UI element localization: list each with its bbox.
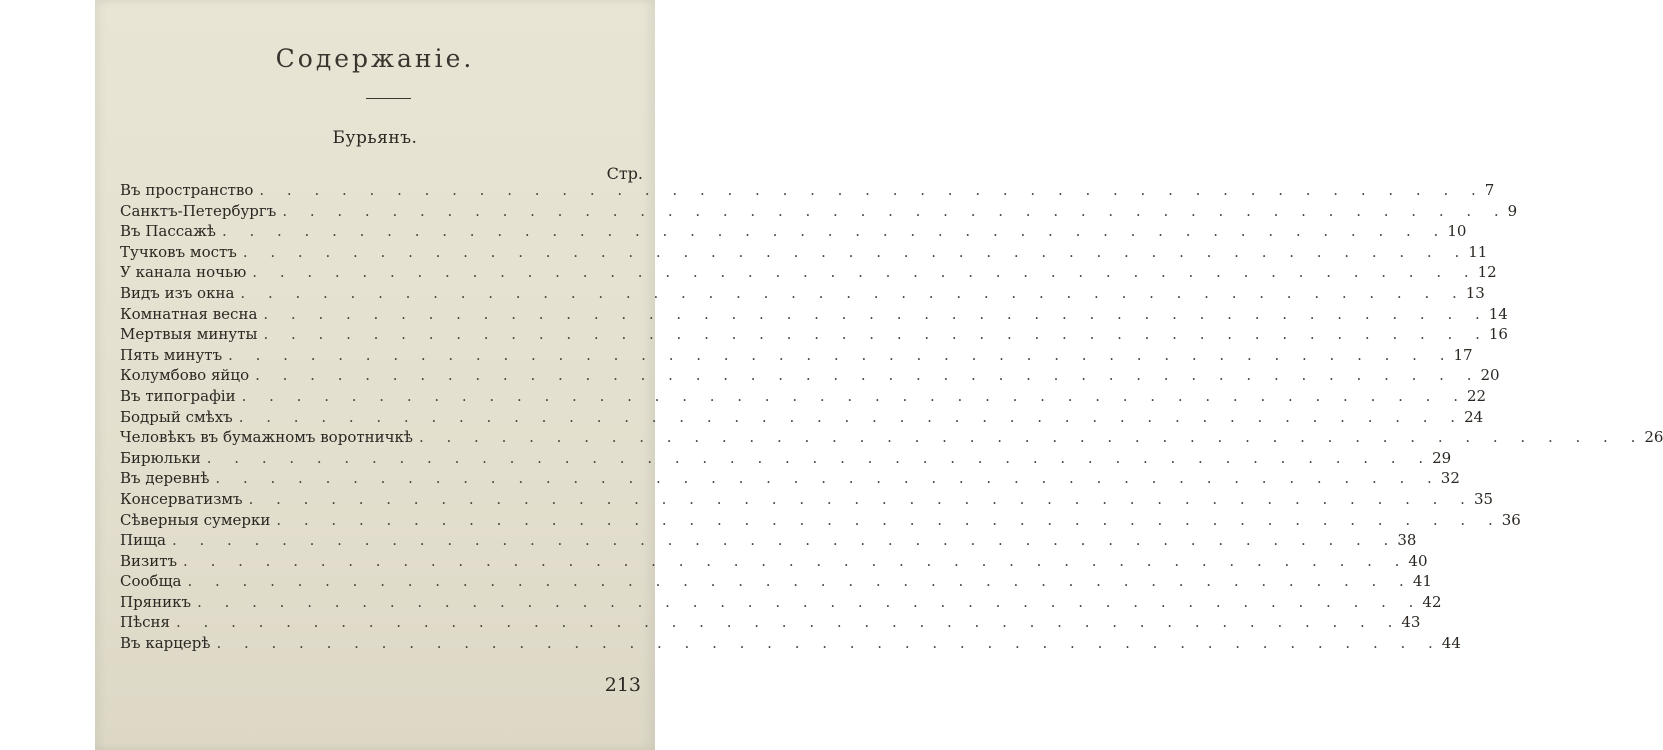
toc-entry-page: 20 bbox=[1480, 366, 1500, 385]
section-title: Бурьянъ. bbox=[332, 128, 418, 148]
toc-entry bbox=[120, 612, 1421, 633]
toc-entry-title: Пять минутъ bbox=[120, 345, 223, 364]
toc-entry bbox=[120, 530, 1417, 551]
toc-entry-title: Въ Пассажѣ bbox=[120, 222, 216, 241]
leader-dots: . . . . . . . . . . . . . . . . . . . . . . . . . . . . . . . . . . . . . . . . . . . . . bbox=[238, 407, 1465, 426]
toc-entry-title: У канала ночью bbox=[120, 263, 247, 282]
book-page bbox=[95, 0, 1663, 750]
toc-entry-title: Видъ изъ окна bbox=[120, 283, 235, 302]
toc-entry-title: Пряникъ bbox=[120, 592, 192, 611]
toc-entry-page: 29 bbox=[1432, 448, 1452, 467]
toc-entry-title: Колумбово яйцо bbox=[120, 366, 250, 385]
toc-entry-page: 32 bbox=[1440, 469, 1460, 488]
toc-entry-title: Бодрый смѣхъ bbox=[120, 407, 233, 426]
leader-dots: . . . . . . . . . . . . . . . . . . . . . . . . . . . . . . . . . . . . . . . . . . . . . bbox=[216, 634, 1442, 653]
toc-entry bbox=[120, 180, 1495, 201]
toc-entry bbox=[120, 468, 1460, 489]
leader-dots: . . . . . . . . . . . . . . . . . . . . . . . . . . . . . . . . . . . . . . . . . . . . . bbox=[176, 613, 1402, 632]
toc-entry-page: 9 bbox=[1507, 201, 1518, 220]
toc-entry bbox=[120, 283, 1485, 304]
leader-dots: . . . . . . . . . . . . . . . . . . . . . . . . . . . . . . . . . . . . . . . . . . . . . bbox=[242, 242, 1469, 261]
leader-dots: . . . . . . . . . . . . . . . . . . . . . . . . . . . . . . . . . . . . . . . . . . . . . bbox=[221, 222, 1448, 241]
toc-entry-page: 13 bbox=[1465, 283, 1485, 302]
page-number: 213 bbox=[604, 674, 641, 696]
toc-entry-title: Мертвыя минуты bbox=[120, 325, 258, 344]
toc-entry-page: 26 bbox=[1644, 428, 1663, 447]
toc-entry-title: Въ типографіи bbox=[120, 386, 236, 405]
toc-entry-page: 17 bbox=[1453, 345, 1473, 364]
contents-heading: Содержаніе. bbox=[275, 44, 475, 73]
toc-entry-title: Въ деревнѣ bbox=[120, 469, 210, 488]
toc-entry bbox=[120, 365, 1500, 386]
toc-entry bbox=[120, 345, 1473, 366]
leader-dots: . . . . . . . . . . . . . . . . . . . . . . . . . . . . . . . . . . . . . . . . . . . . . bbox=[276, 510, 1502, 529]
leader-dots: . . . . . . . . . . . . . . . . . . . . . . . . . . . . . . . . . . . . . . . . . . . . . bbox=[171, 531, 1398, 550]
toc-entry bbox=[120, 592, 1442, 613]
toc-entry-title: Сѣверныя сумерки bbox=[120, 510, 271, 529]
toc-entry-title: Консерватизмъ bbox=[120, 489, 243, 508]
toc-entry bbox=[120, 407, 1484, 428]
leader-dots: . . . . . . . . . . . . . . . . . . . . . . . . . . . . . . . . . . . . . . . . . . . . . bbox=[255, 366, 1481, 385]
toc-entry-title: Бирюльки bbox=[120, 448, 201, 467]
toc-entry-page: 14 bbox=[1488, 304, 1508, 323]
toc-entry-title: Въ карцерѣ bbox=[120, 634, 211, 653]
toc-entry bbox=[120, 571, 1432, 592]
toc-entry-page: 44 bbox=[1441, 634, 1461, 653]
leader-dots: . . . . . . . . . . . . . . . . . . . . . . . . . . . . . . . . . . . . . . . . . . . . . bbox=[259, 181, 1485, 199]
toc-entry-page: 42 bbox=[1422, 592, 1442, 611]
toc-entry bbox=[120, 551, 1428, 572]
leader-dots: . . . . . . . . . . . . . . . . . . . . . . . . . . . . . . . . . . . . . . . . . . . . . bbox=[183, 551, 1409, 570]
toc-entry-page: 24 bbox=[1464, 407, 1484, 426]
leader-dots: . . . . . . . . . . . . . . . . . . . . . . . . . . . . . . . . . . . . . . . . . . . . . bbox=[187, 572, 1413, 591]
toc-entry bbox=[120, 427, 1663, 448]
toc-entry-page: 35 bbox=[1473, 489, 1494, 508]
toc-entry bbox=[120, 324, 1508, 345]
page-column-label: Стр. bbox=[606, 164, 643, 183]
toc-entry bbox=[120, 242, 1488, 263]
toc-entry bbox=[120, 262, 1497, 283]
toc-entry-title: Въ пространство bbox=[120, 181, 254, 199]
leader-dots: . . . . . . . . . . . . . . . . . . . . . . . . . . . . . . . . . . . . . . . . . . . . . bbox=[215, 469, 1441, 488]
toc-entry-title: Человѣкъ въ бумажномъ воротничкѣ bbox=[120, 428, 413, 447]
toc-entry bbox=[120, 304, 1508, 325]
leader-dots: . . . . . . . . . . . . . . . . . . . . . . . . . . . . . . . . . . . . . . . . . . . . . bbox=[252, 263, 1478, 282]
toc-entry-page: 38 bbox=[1397, 531, 1417, 550]
leader-dots: . . . . . . . . . . . . . . . . . . . . . . . . . . . . . . . . . . . . . . . . . . . . . bbox=[240, 283, 1466, 302]
toc-entry-title: Сообща bbox=[120, 572, 182, 591]
toc-entry bbox=[120, 201, 1518, 222]
toc-entry-page: 16 bbox=[1488, 325, 1508, 344]
toc-entry-title: Пища bbox=[120, 531, 166, 550]
heading-rule bbox=[366, 98, 411, 99]
toc-entry-page: 12 bbox=[1477, 263, 1497, 282]
toc-entry-page: 41 bbox=[1412, 572, 1432, 591]
toc-entry bbox=[120, 633, 1461, 654]
leader-dots: . . . . . . . . . . . . . . . . . . . . . . . . . . . . . . . . . . . . . . . . . . . . . bbox=[418, 428, 1645, 447]
toc-entry-title: Тучковъ мостъ bbox=[120, 242, 237, 261]
leader-dots: . . . . . . . . . . . . . . . . . . . . . . . . . . . . . . . . . . . . . . . . . . . . . bbox=[263, 325, 1489, 344]
toc-entry bbox=[120, 448, 1452, 469]
leader-dots: . . . . . . . . . . . . . . . . . . . . . . . . . . . . . . . . . . . . . . . . . . . . . bbox=[263, 304, 1489, 323]
leader-dots: . . . . . . . . . . . . . . . . . . . . . . . . . . . . . . . . . . . . . . . . . . . . . bbox=[197, 592, 1423, 611]
toc-entry-page: 10 bbox=[1447, 222, 1467, 241]
leader-dots: . . . . . . . . . . . . . . . . . . . . . . . . . . . . . . . . . . . . . . . . . . . . . bbox=[241, 386, 1467, 405]
toc-entry bbox=[120, 510, 1521, 531]
toc-entry bbox=[120, 221, 1467, 242]
toc-entry bbox=[120, 489, 1494, 510]
leader-dots: . . . . . . . . . . . . . . . . . . . . . . . . . . . . . . . . . . . . . . . . . . . . . bbox=[206, 448, 1433, 467]
table-of-contents bbox=[120, 180, 1663, 654]
toc-entry-title: Визитъ bbox=[120, 551, 178, 570]
toc-entry-title: Комнатная весна bbox=[120, 304, 258, 323]
toc-entry-page: 22 bbox=[1466, 386, 1487, 405]
toc-entry-page: 11 bbox=[1468, 242, 1488, 261]
toc-entry bbox=[120, 386, 1487, 407]
leader-dots: . . . . . . . . . . . . . . . . . . . . . . . . . . . . . . . . . . . . . . . . . . . . . bbox=[282, 201, 1508, 220]
toc-entry-page: 40 bbox=[1408, 551, 1428, 570]
toc-entry-page: 43 bbox=[1401, 613, 1421, 632]
leader-dots: . . . . . . . . . . . . . . . . . . . . . . . . . . . . . . . . . . . . . . . . . . . . . bbox=[228, 345, 1454, 364]
toc-entry-page: 36 bbox=[1501, 510, 1521, 529]
toc-entry-page: 7 bbox=[1484, 181, 1495, 199]
toc-entry-title: Пѣсня bbox=[120, 613, 170, 632]
toc-entry-title: Санктъ-Петербургъ bbox=[120, 201, 277, 220]
leader-dots: . . . . . . . . . . . . . . . . . . . . . . . . . . . . . . . . . . . . . . . . . . . . . bbox=[248, 489, 1474, 508]
